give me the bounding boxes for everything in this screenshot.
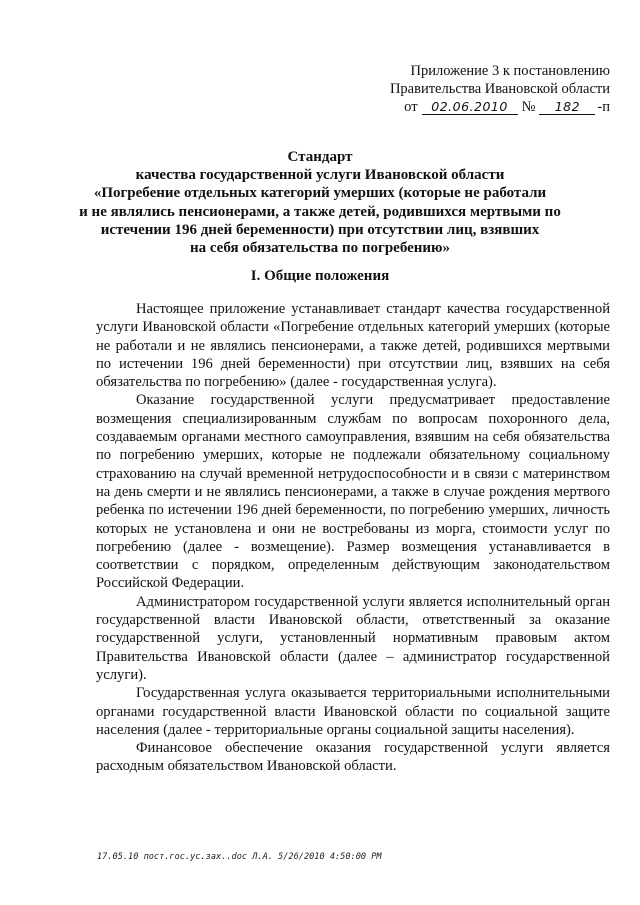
title-line-2: качества государственной услуги Ивановской области [135,167,505,184]
section-heading: I. Общие положения [250,268,390,284]
paragraph: Государственная услуга оказывается территориальными исполнительными органами государственной власти Ивановской области по социальной защите населения (далее - территориальные органы социальной защиты населения). [96,685,610,738]
paragraph: Администратором государственной услуги является исполнительный орган государственной власти Ивановской области, ответственный за оказание государственной услуги, установленный нормативным правовым актом Правительства Ивановской области (далее – администратор государственной услуги). [96,593,610,683]
paragraph: Финансовое обеспечение оказания государственной услуги является расходным обязательством Ивановской области. [96,740,610,775]
from-label: от [404,99,418,115]
title-line-4: и не являлись пенсионерами, а также детей, родившихся мертвыми по [79,203,561,220]
title-line-3: «Погребение отдельных категорий умерших (которые не работали [93,185,547,202]
paragraph: Настоящее приложение устанавливает стандарт качества государственной услуги Ивановской области «Погребение отдельных категорий умерших (которые не работали и не являлись пенсионерами, а также детей, родившихся мертвыми по истечении 196 дней беременности) при отсутствии лиц, взявших на себя обязательства по погребению» (далее - государственная услуга). [96,301,610,391]
file-footer: 17.05.10 пост.гос.ус.зах..doc Л.А. 5/26/2010 4:50:00 PM [97,852,382,862]
title-line-1: Стандарт [287,149,353,165]
appendix-date-line [370,98,610,116]
handwritten-number: 182 [539,99,595,115]
number-suffix: -п [597,99,610,115]
title-line-6: на себя обязательства по погребению» [189,240,451,257]
document-title [60,148,580,257]
number-label: № [521,99,536,115]
document-body [96,300,610,776]
appendix-line-2: Правительства Ивановской области [389,81,610,97]
appendix-header [370,62,610,116]
handwritten-date: 02.06.2010 [422,99,518,115]
title-line-5: истечении 196 дней беременности) при отсутствии лиц, взявших [100,221,540,238]
appendix-line-1: Приложение 3 к постановлению [410,63,610,79]
paragraph: Оказание государственной услуги предусматривает предоставление возмещения специализированным службам по вопросам похоронного дела, создаваемым органами местного самоуправления, взявшим на себя обязательства по погребению умерших, которые не подлежали обязательному социальному страхованию на случай временной нетрудоспособности и в связи с материнством на день смерти и не являлись пенсионерами, а также в случае рождения мертвого ребенка по истечении 196 дней беременности, по погребению умерших, личность которых не установлена и они не востребованы из морга, стоимости услуг по погребению (далее - возмещение). Размер возмещения устанавливается в соответствии с порядком, определенным действующим законодательством Российской Федерации. [96,392,610,592]
